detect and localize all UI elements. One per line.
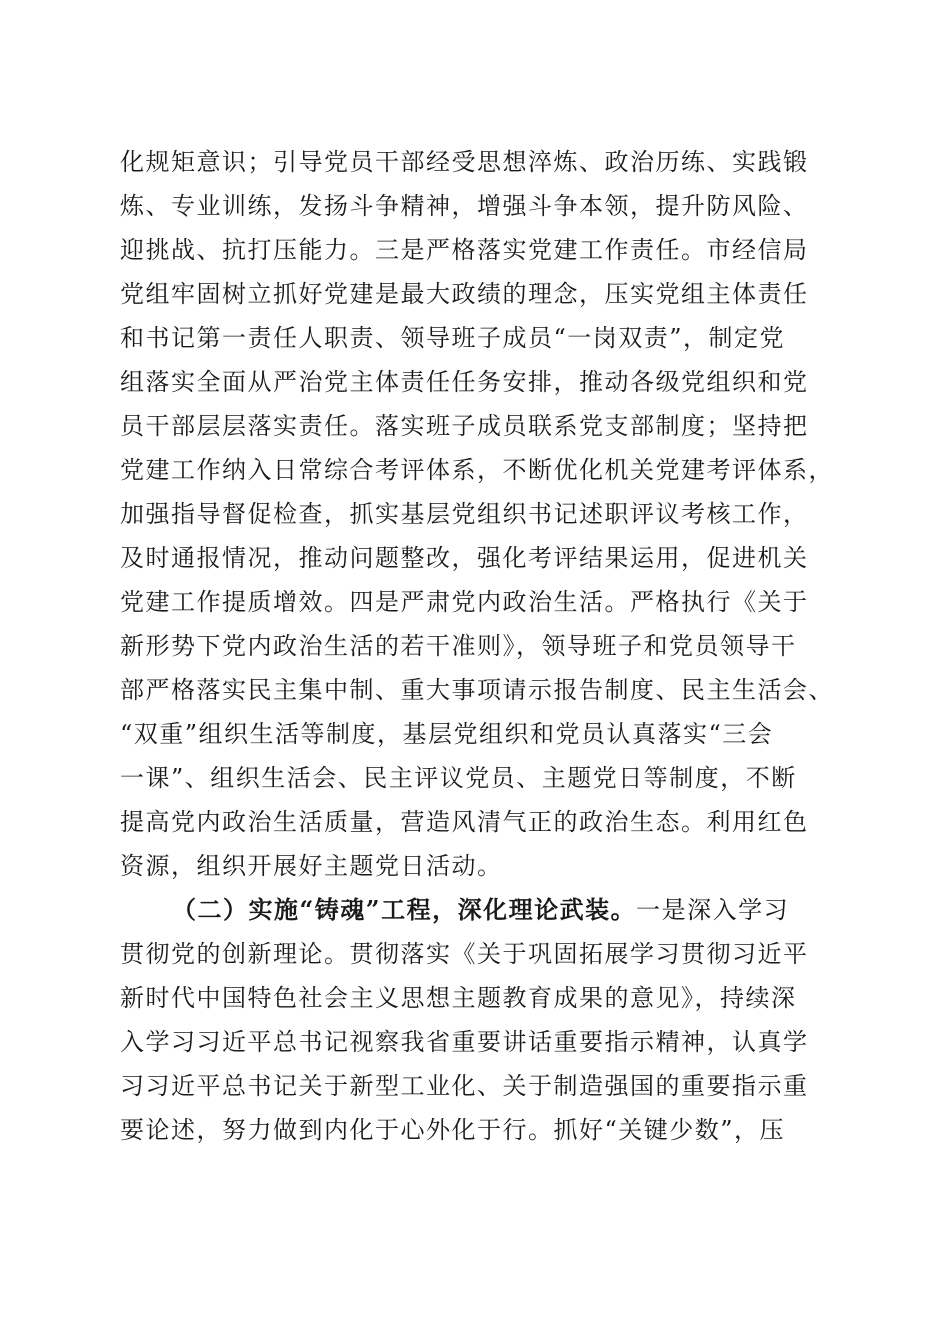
text-line: 要论述，努力做到内化于心外化于行。抓好“关键少数”，压 bbox=[120, 1116, 786, 1144]
text-line: 迎挑战、抗打压能力。三是严格落实党建工作责任。市经信局 bbox=[120, 236, 809, 264]
body-text bbox=[120, 140, 840, 1152]
text-line: 习习近平总书记关于新型工业化、关于制造强国的重要指示重 bbox=[120, 1072, 809, 1100]
text-line: 和书记第一责任人职责、领导班子成员“一岗双责”，制定党 bbox=[120, 324, 786, 352]
text-line: 新形势下党内政治生活的若干准则》，领导班子和党员领导干 bbox=[120, 632, 797, 660]
text-line: 化规矩意识；引导党员干部经受思想淬炼、政治历练、实践锻 bbox=[120, 148, 809, 176]
text-line: 炼、专业训练，发扬斗争精神，增强斗争本领，提升防风险、 bbox=[120, 192, 809, 220]
text-line: 党组牢固树立抓好党建是最大政绩的理念，压实党组主体责任 bbox=[120, 280, 809, 308]
text-line: 一课”、组织生活会、民主评议党员、主题党日等制度，不断 bbox=[120, 764, 797, 792]
section-heading-line bbox=[120, 888, 840, 932]
text-line: 党建工作纳入日常综合考评体系，不断优化机关党建考评体系， bbox=[120, 456, 834, 484]
text-line: 部严格落实民主集中制、重大事项请示报告制度、民主生活会、 bbox=[120, 676, 834, 704]
text-line: 党建工作提质增效。四是严肃党内政治生活。严格执行《关于 bbox=[120, 588, 809, 616]
text-line: 入学习习近平总书记视察我省重要讲话重要指示精神，认真学 bbox=[120, 1028, 809, 1056]
text-line: 资源，组织开展好主题党日活动。 bbox=[120, 852, 503, 880]
text-line: 员干部层层落实责任。落实班子成员联系党支部制度；坚持把 bbox=[120, 412, 809, 440]
section-heading: （二）实施“铸魂”工程，深化理论武装。 bbox=[172, 895, 637, 924]
section-heading-continuation: 一是深入学习 bbox=[636, 896, 790, 924]
text-line: 新时代中国特色社会主义思想主题教育成果的意见》，持续深 bbox=[120, 984, 797, 1012]
text-line: 提高党内政治生活质量，营造风清气正的政治生态。利用红色 bbox=[120, 808, 809, 836]
text-line: 加强指导督促检查，抓实基层党组织书记述职评议考核工作， bbox=[120, 500, 809, 528]
text-line: 及时通报情况，推动问题整改，强化考评结果运用，促进机关 bbox=[120, 544, 809, 572]
text-line: 贯彻党的创新理论。贯彻落实《关于巩固拓展学习贯彻习近平 bbox=[120, 940, 809, 968]
text-line: 组落实全面从严治党主体责任任务安排，推动各级党组织和党 bbox=[120, 368, 809, 396]
text-line: “双重”组织生活等制度，基层党组织和党员认真落实“三会 bbox=[120, 720, 774, 748]
